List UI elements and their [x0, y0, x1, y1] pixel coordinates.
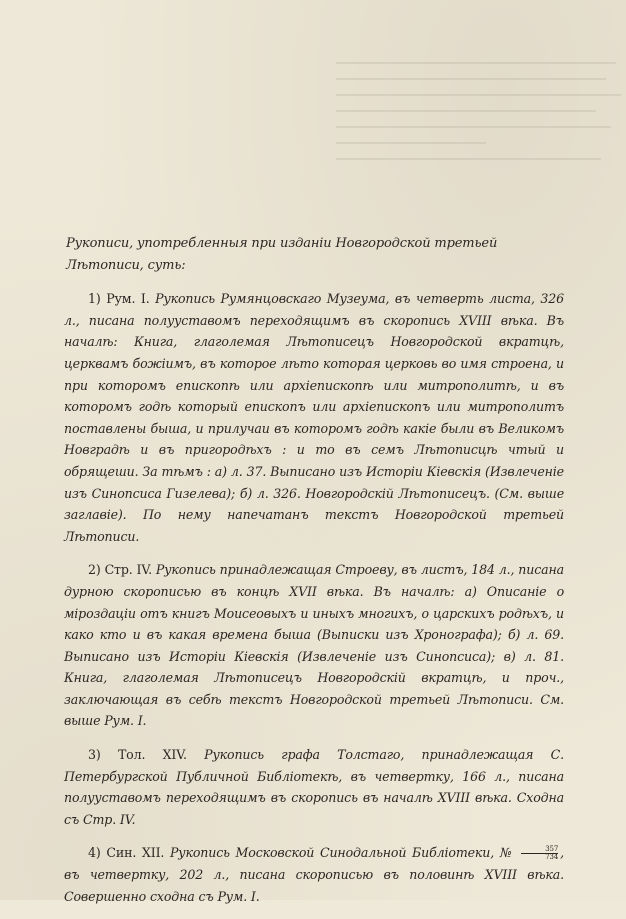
manuscript-entry-1	[64, 288, 564, 547]
entry-number: 1)	[88, 291, 101, 307]
fraction-numerator: 357	[521, 846, 558, 854]
entry-number: 3)	[88, 747, 101, 763]
entry-description: Рукопись Московской Синодальной Библіотеки, №	[169, 845, 514, 861]
entry-shelfmark: Син. XII.	[106, 845, 165, 861]
fraction-denominator: 734	[545, 853, 559, 862]
entry-shelfmark: Рум. I.	[106, 291, 150, 307]
bleed-through-text	[326, 48, 626, 208]
catalog-number-fraction	[521, 846, 558, 861]
entry-number: 4)	[88, 845, 101, 861]
manuscript-entry-3	[64, 744, 564, 830]
entry-description-continued: , въ четвертку, 202 л., писана скорописью въ половинѣ XVIII вѣка. Совершенно сходна съ Рум. I.	[64, 845, 564, 904]
manuscript-entry-2	[64, 559, 564, 732]
manuscript-list	[64, 233, 564, 919]
entry-shelfmark: Тол. XIV.	[117, 747, 187, 763]
entry-description: Рукопись Румянцовскаго Музеума, въ четверть листа, 326 л., писана полууставомъ переходящимъ въ скоропись XVIII вѣка. Въ началѣ: Книга, глаголемая Лѣтописецъ Новгородской вкратцѣ, церквамъ божіимъ, въ которое лѣто которая церковь во имя строена, и при которомъ епископѣ или архіепископѣ или митрополитѣ, и въ которомъ годѣ который епископъ или архіепископъ или митрополитъ поставлены быша, и прилучаи въ которомъ годѣ какіе были въ Великомъ Новградѣ и въ пригородѣхъ : и то въ семъ Лѣтописцѣ чтый и обрящеши. За тѣмъ : а) л. 37. Выписано изъ Исторіи Кіевскія (Извлеченіе изъ Синопсиса Гизелева); б) л. 326. Новгородскій Лѣтописецъ. (См. выше заглавіе). По нему напечатанъ текстъ Новгородской третьей Лѣтописи.	[64, 291, 564, 544]
manuscript-entry-4	[64, 842, 564, 907]
entry-number: 2)	[88, 562, 101, 578]
page-heading: Рукописи, употребленныя при изданіи Новгородской третьей Лѣтописи, суть:	[66, 236, 498, 273]
entry-description: Рукопись графа Толстаго, принадлежащая С. Петербургской Публичной Библіотекѣ, въ четвертку, 166 л., писана полууставомъ переходящимъ въ скоропись въ началѣ XVIII вѣка. Сходна съ Стр. IV.	[64, 747, 564, 827]
entry-shelfmark: Стр. IV.	[104, 562, 152, 578]
entry-description: Рукопись принадлежащая Строеву, въ листъ, 184 л., писана дурною скорописью въ концѣ XVII вѣка. Въ началѣ: а) Описаніе о міроздаціи отъ книгъ Моисеовыхъ и иныхъ многихъ, о царскихъ родѣхъ, и како кто и въ какая времена быша (Выписки изъ Хронографа); б) л. 69. Выписано изъ Исторіи Кіевскія (Извлеченіе изъ Синопсиса); в) л. 81. Книга, глаголемая Лѣтописецъ Новгородскій вкратцѣ, и проч., заключающая въ себѣ текстъ Новгородской третьей Лѣтописи. См. выше Рум. I.	[64, 562, 564, 729]
